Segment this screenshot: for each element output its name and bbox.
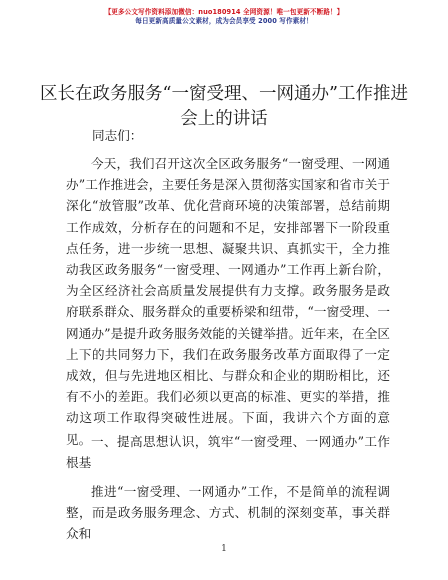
section-heading-1: 一、提高思想认识，筑牢“一窗受理、一网通办”工作根基	[66, 434, 390, 471]
banner-line-membership: 每日更新高质量公文素材，成为会员享受 2000 写作素材！	[135, 17, 313, 25]
salutation: 同志们：	[92, 128, 143, 143]
body-paragraph-2: 推进“一窗受理、一网通办”工作，不是简单的流程调整，而是政务服务理念、方式、机制的深刻变革，事关群众和	[66, 484, 390, 542]
banner-line-promo: 【更多公文写作资料添加微信：nuo180914 全网资源！唯一包更新不断路！】	[104, 8, 344, 16]
document-title: 区长在政务服务“一窗受理、一网通办”工作推进会上的讲话	[40, 84, 408, 129]
header-banner	[0, 8, 448, 26]
body-paragraph-intro: 今天，我们召开这次全区政务服务“一窗受理、一网通办”工作推进会，主要任务是深入贯彻落实国家和省市关于深化“放管服”改革、优化营商环境的决策部署，总结前期工作成效，分析存在的问题和不足，安排部署下一阶段重点任务，进一步统一思想、凝聚共识、真抓实干，全力推动我区政务服务“一窗受理、一网通办”工作再上新台阶，为全区经济社会高质量发展提供有力支撑。政务服务是政府联系群众、服务群众的重要桥梁和纽带，“一窗受理、一网通办”是提升政务服务效能的关键举措。近年来，在全区上下的共同努力下，我们在政务服务改革方面取得了一定成效，但与先进地区相比、与群众和企业的期盼相比，还有不小的差距。我们必须以更高的标准、更实的举措，推动这项工作取得突破性进展。下面，我讲六个方面的意见。	[66, 156, 390, 447]
page-number: 1	[221, 544, 227, 554]
